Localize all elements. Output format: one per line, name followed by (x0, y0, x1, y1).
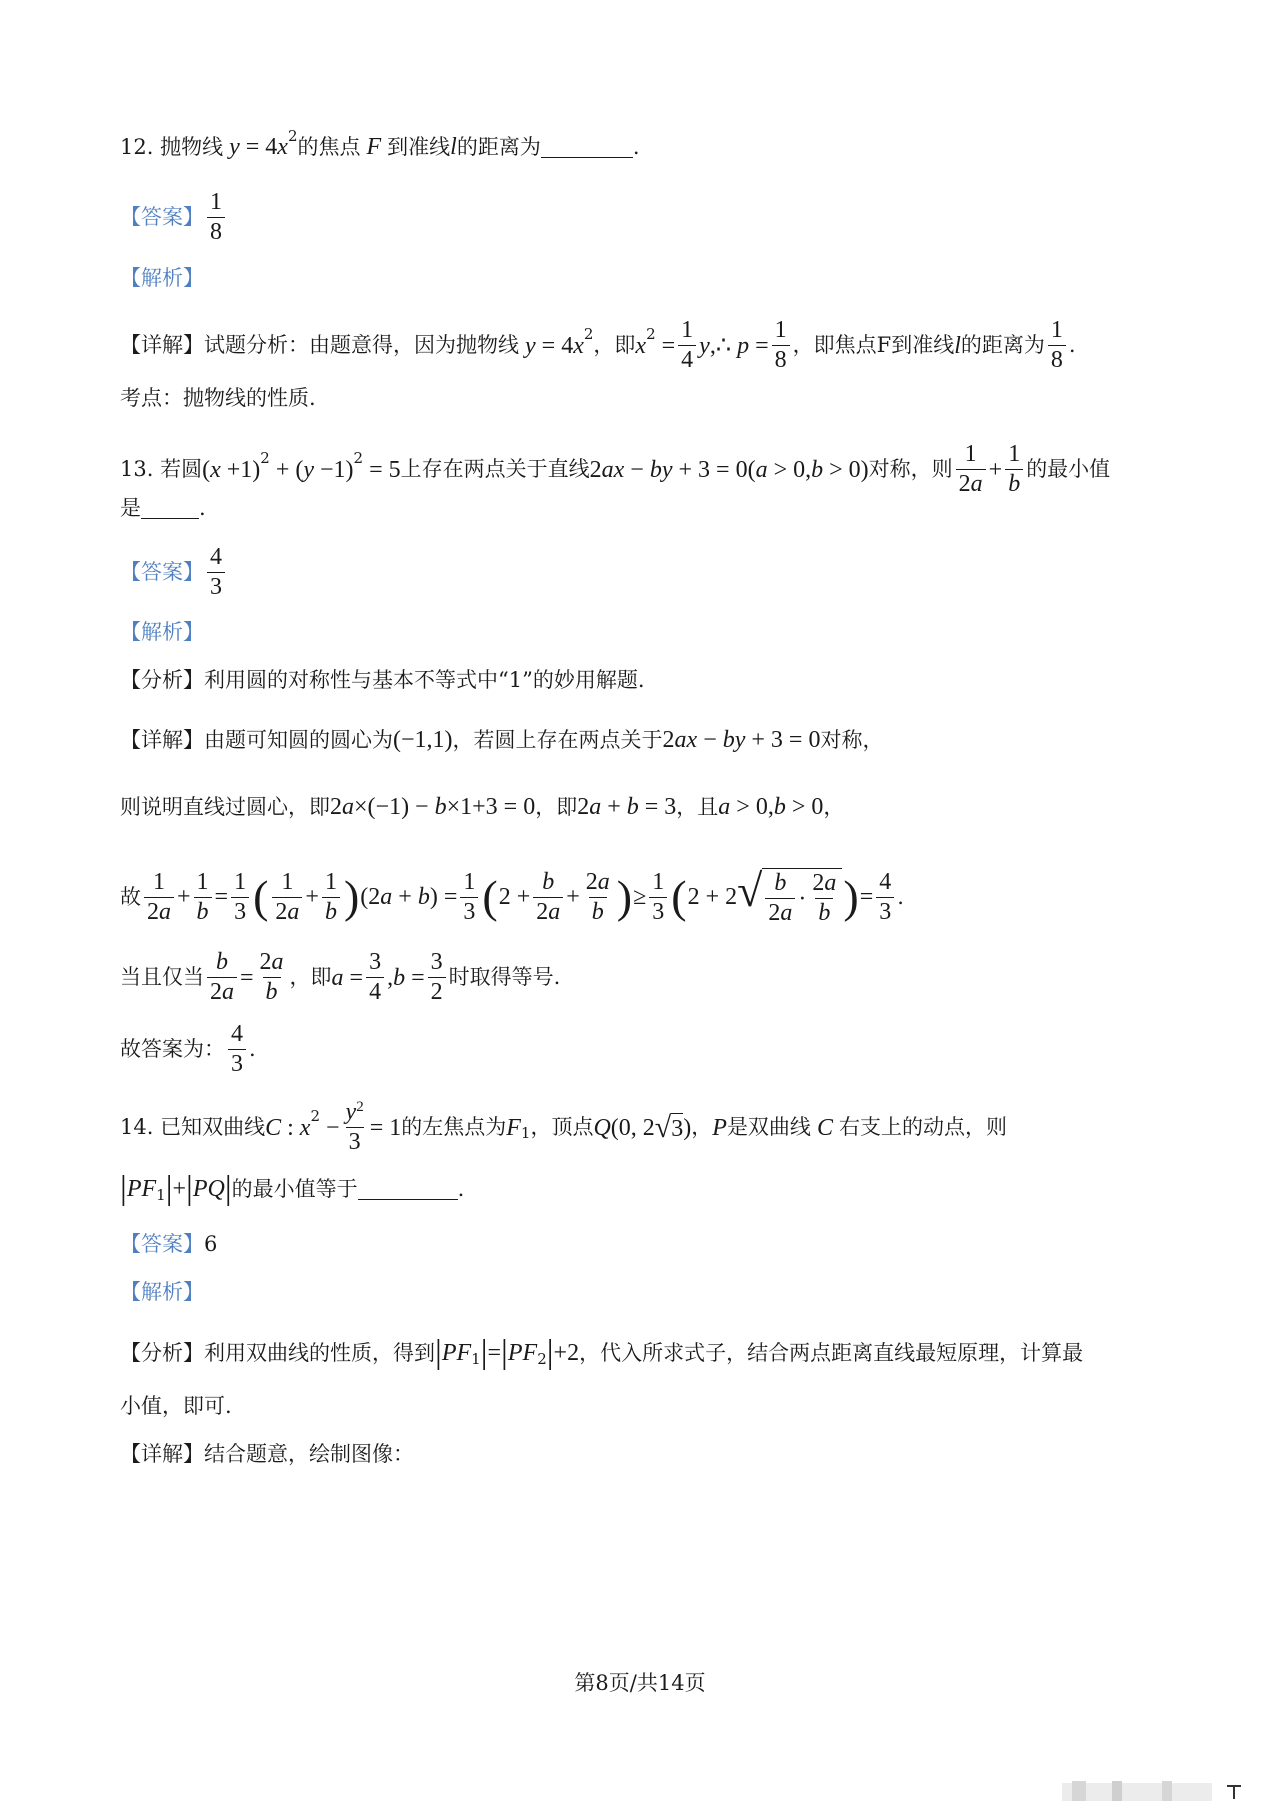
watermark-bars-icon (1052, 1777, 1252, 1803)
q14-detail: 【详解】 结合题意，绘制图像： (120, 1442, 414, 1466)
q13-answer: 【答案】 $\frac{4}{3}$ (120, 545, 228, 600)
q14-stem: 14. 已知双曲线 C : x 2 − $\frac{y^2}{3}$ = 1 的左焦点为 F 1 ，顶点 Q (0, 2 √ 3 ) ， P 是双曲线 C 右支上的动点，则 (120, 1099, 1007, 1156)
q13-stem-cont: 是 . (120, 496, 206, 520)
q14-fenxi: 【分析】 利用双曲线的性质，得到 | PF 1 | = | PF 2 | +2 ，代入所求式子，结合两点距离直线最短原理，计算最 (120, 1334, 1084, 1371)
q14-answer: 【答案】 6 (120, 1232, 218, 1256)
answer-blank (358, 1179, 458, 1200)
q12-kaodian: 考点：抛物线的性质. (120, 386, 316, 410)
q13-fenxi: 【分析】 利用圆的对称性与基本不等式中“1”的妙用解题. (120, 668, 645, 692)
q14-fenxi-cont: 小值，即可. (120, 1394, 232, 1418)
q12-detail: 【详解】 试题分析：由题意得，因为抛物线 y = 4 x 2 ，即 x 2 = $\frac{1}{4}$ y ,∴ p = $\frac{1}{8}$ ， 即焦点F到准线 l 的距离为 $\frac{1}{8}$ . (120, 317, 1076, 374)
q13-answer-fraction: $\frac{4}{3}$ (207, 545, 225, 600)
q14-jiexi: 【解析】 (120, 1280, 204, 1304)
q13-jiexi: 【解析】 (120, 620, 204, 644)
q12-parabola-formula: y (223, 134, 240, 160)
q12-stem: 12. 抛物线 y = 4 x 2 的焦点 F 到准线 l 的距离为 . (120, 126, 640, 160)
q13-equality: 当且仅当 $\frac{b}{2a}$ = $\frac{2a}{b}$ ，即 a = $\frac{3}{4}$ , b = $\frac{3}{2}$ 时取得等号. (120, 949, 561, 1006)
q13-inequality: 故 $\frac{1}{2a}$ + $\frac{1}{b}$ = $\frac{1}{3}$ ( $\frac{1}{2a}$ + $\frac{1}{b}$ ) (2 a + b ) = $\frac{1}{3}$ ( 2 + $\frac{b}{2a}$ + $\frac{2a}{b}$ ) ≥ $\frac{1}{3}$ ( 2 + 2 √ $\frac{b}{2a}$ · $\frac{2a}{b}$ ) = $\frac{4}{3}$ . (120, 865, 904, 927)
q13-stem: 13. 若圆 ( x +1) 2 + ( y −1) 2 = 5 上存在两点关于直线 2 ax − by + 3 = 0( a > 0, b > 0) 对称，则 $\frac{1}{2a}$ + $\frac{1}{b}$ 的最小值 (120, 441, 1111, 498)
q13-detail-2: 则说明直线过圆心，即 2 a ×(−1) − b ×1+3 = 0 ，即 2 a + b = 3 ，且 a > 0, b > 0 ， (120, 794, 845, 820)
q13-detail-1: 【详解】 由题可知圆的圆心为 (−1,1) ，若圆上存在两点关于 2 ax − by + 3 = 0 对称， (120, 727, 884, 753)
q13-final: 故答案为： $\frac{4}{3}$ . (120, 1021, 256, 1078)
answer-blank (141, 498, 199, 519)
answer-blank (541, 137, 633, 158)
q12-answer-fraction: $\frac{1}{8}$ (207, 190, 225, 245)
q12-answer: 【答案】 $\frac{1}{8}$ (120, 190, 228, 245)
q12-jiexi: 【解析】 (120, 266, 204, 290)
page-footer: 第8页/共14页 (574, 1671, 706, 1695)
q14-stem-cont: | PF 1 | + | PQ | 的最小值等于 . (120, 1170, 465, 1207)
